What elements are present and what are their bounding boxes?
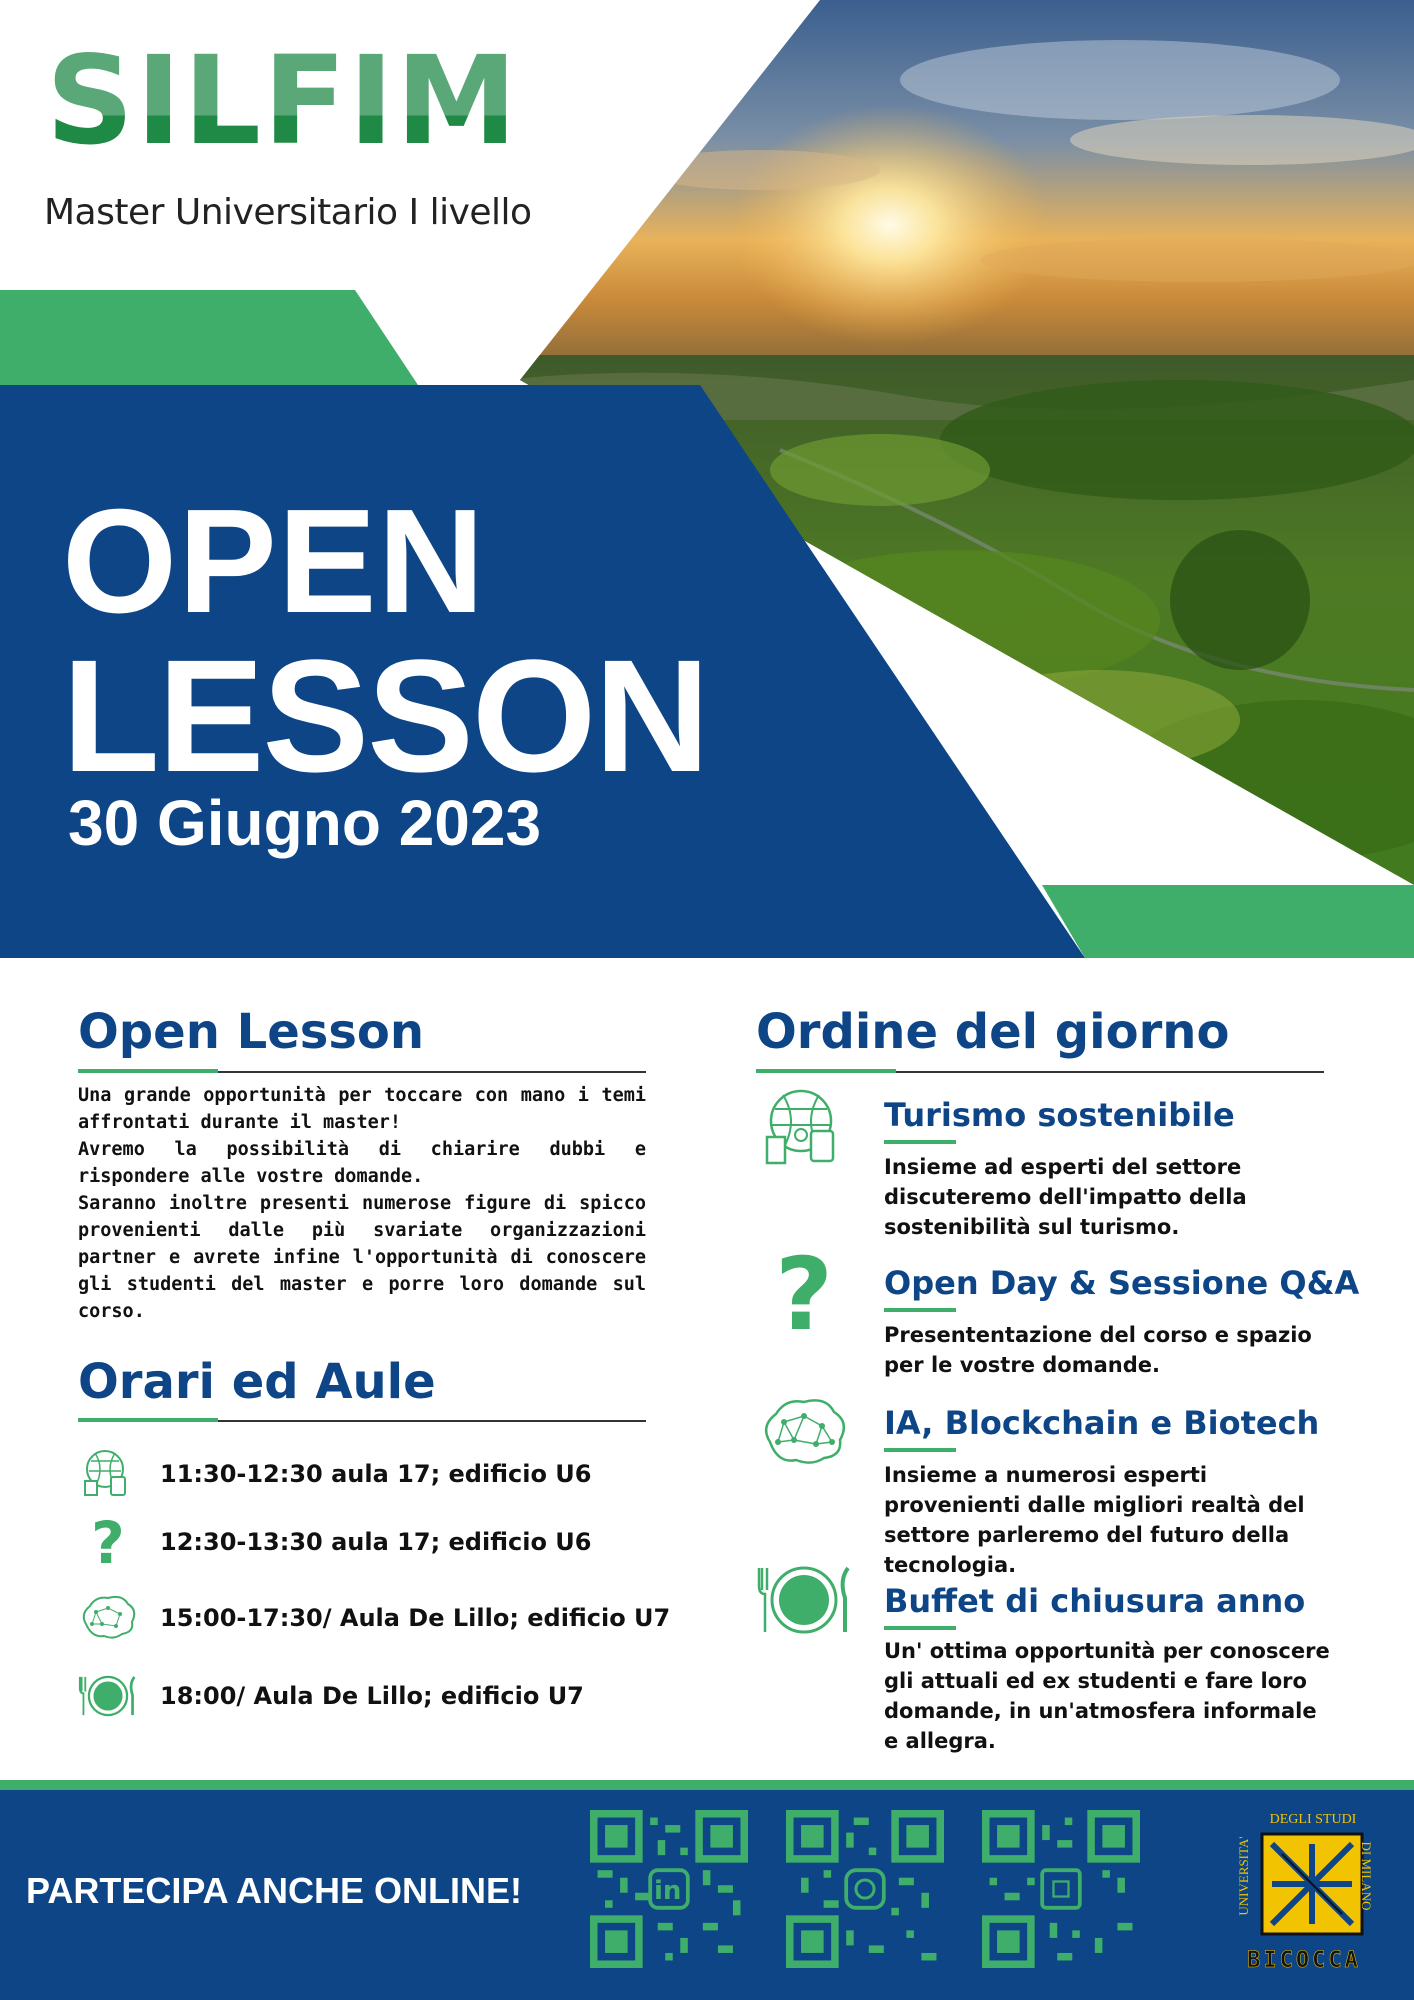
svg-text:?: ? — [774, 1249, 834, 1339]
open-lesson-paragraph-1: Una grande opportunità per toccare con mano i temi affrontati durante il master! — [78, 1085, 646, 1133]
green-bar-top — [0, 290, 418, 385]
hero-title-lesson: LESSON — [62, 626, 708, 805]
agenda-item-title: Open Day & Sessione Q&A — [884, 1264, 1360, 1302]
university-left-text: UNIVERSITA' — [1236, 1836, 1251, 1916]
question-mark-icon — [756, 1246, 852, 1342]
schedule-row-text: 18:00/ Aula De Lillo; edificio U7 — [160, 1682, 584, 1710]
university-top-text: DEGLI STUDI — [1269, 1812, 1357, 1827]
open-lesson-paragraph-2: Avremo la possibilità di chiarire dubbi e rispondere alle vostre domande. — [78, 1139, 646, 1187]
footer-green-band — [0, 1780, 1414, 1790]
logo-subtitle: Master Universitario I livello — [44, 192, 532, 233]
schedule-row — [78, 1446, 638, 1502]
question-mark-icon — [78, 1514, 138, 1570]
agenda-item-underline — [884, 1448, 956, 1452]
event-date: 30 Giugno 2023 — [68, 787, 542, 859]
linkedin-icon: in — [654, 1876, 682, 1906]
schedule-heading: Orari ed Aule — [78, 1354, 436, 1410]
agenda-item-title: Turismo sostenibile — [884, 1096, 1235, 1134]
globe-tourism-icon — [756, 1080, 852, 1176]
agenda-item-underline — [884, 1140, 956, 1144]
agenda-item-underline — [884, 1626, 956, 1630]
agenda-item-underline — [884, 1308, 956, 1312]
globe-tourism-icon — [78, 1446, 138, 1502]
agenda-item-text: Presententazione del corso e spazio per le vostre domande. — [884, 1323, 1312, 1377]
agenda-item-text: Insieme a numerosi esperti provenienti dalle migliori realtà del settore parleremo del futuro della tecnologia. — [884, 1463, 1305, 1577]
schedule-row-text: 12:30-13:30 aula 17; edificio U6 — [160, 1528, 592, 1556]
schedule-divider — [78, 1420, 646, 1422]
green-bar-bottom — [1042, 885, 1414, 958]
schedule-row — [78, 1514, 638, 1570]
open-lesson-body — [78, 1082, 646, 1325]
agenda-item-text: Un' ottima opportunità per conoscere gli attuali ed ex studenti e fare loro domande, in un'atmosfera informale e allegra. — [884, 1639, 1330, 1753]
link-icon — [1044, 1870, 1078, 1904]
brain-network-icon — [756, 1384, 852, 1480]
agenda-heading: Ordine del giorno — [756, 1004, 1230, 1060]
agenda-item-title: Buffet di chiusura anno — [884, 1582, 1306, 1620]
open-lesson-paragraph-3: Saranno inoltre presenti numerose figure di spicco provenienti dalle più svariate organizzazioni partner e avrete infine l'opportunità di conoscere gli studenti del master e porre loro domande sul corso. — [78, 1193, 646, 1322]
open-lesson-heading: Open Lesson — [78, 1004, 425, 1060]
instagram-icon — [848, 1870, 882, 1904]
brain-network-icon — [78, 1590, 138, 1646]
participate-online-cta: PARTECIPA ANCHE ONLINE! — [26, 1870, 523, 1911]
plate-cutlery-icon — [756, 1552, 852, 1648]
hero-title-open: OPEN — [62, 479, 486, 644]
open-lesson-divider — [78, 1071, 646, 1073]
svg-text:?: ? — [91, 1515, 125, 1569]
schedule-row — [78, 1590, 671, 1646]
agenda-divider — [756, 1071, 1324, 1073]
schedule-row-text: 11:30-12:30 aula 17; edificio U6 — [160, 1460, 592, 1488]
silfim-logo: SILFIM — [46, 30, 520, 172]
university-right-text: DI MILANO — [1359, 1841, 1374, 1911]
university-bottom-text: BICOCCA — [1247, 1948, 1361, 1973]
university-logo — [1232, 1812, 1376, 1980]
plate-cutlery-icon — [78, 1668, 138, 1724]
agenda-item-text: Insieme ad esperti del settore discuteremo dell'impatto della sostenibilità sul turismo. — [884, 1155, 1247, 1239]
agenda-item-title: IA, Blockchain e Biotech — [884, 1404, 1320, 1442]
schedule-row — [78, 1668, 638, 1724]
schedule-row-text: 15:00-17:30/ Aula De Lillo; edificio U7 — [160, 1604, 671, 1632]
